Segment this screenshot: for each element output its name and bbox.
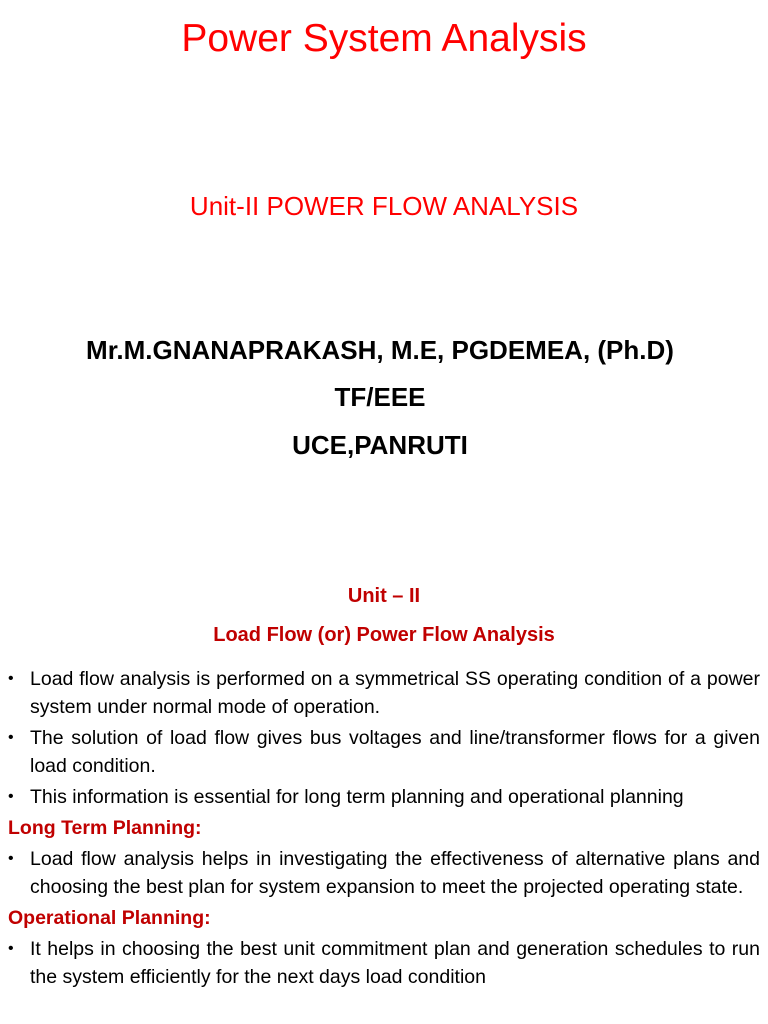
unit-subtitle: Unit-II POWER FLOW ANALYSIS <box>189 191 579 221</box>
author-institution: UCE,PANRUTI <box>292 430 468 460</box>
bullet-text: This information is essential for long term planning and operational planning <box>30 786 684 808</box>
bullet-text: Load flow analysis is performed on a symmetrical SS operating condition of a power system under normal mode of operation. <box>30 668 760 718</box>
bullet-text: It helps in choosing the best unit commitment plan and generation schedules to run the system efficiently for the next days load condition <box>30 938 760 988</box>
operational-heading: Operational Planning: <box>8 907 211 929</box>
bullet-icon: • <box>8 940 14 957</box>
author-name: Mr.M.GNANAPRAKASH, M.E, PGDEMEA, (Ph.D) <box>86 335 674 365</box>
topic-heading: Load Flow (or) Power Flow Analysis <box>213 624 555 646</box>
bullet-text: Load flow analysis helps in investigating the effectiveness of alternative plans and choosing the best plan for system expansion to meet the projected operating state. <box>30 848 760 898</box>
list-item <box>8 935 760 991</box>
list-item <box>8 724 760 780</box>
bullet-icon: • <box>8 670 14 687</box>
bullet-icon: • <box>8 729 14 746</box>
long-term-heading: Long Term Planning: <box>8 817 202 839</box>
bullet-icon: • <box>8 850 14 867</box>
unit-heading: Unit – II <box>347 585 421 607</box>
presentation-title: Power System Analysis <box>181 17 587 60</box>
bullet-text: The solution of load flow gives bus voltages and line/transformer flows for a given load condition. <box>30 727 760 777</box>
content-slide <box>0 560 768 1024</box>
list-item <box>8 783 760 811</box>
list-item <box>8 845 760 901</box>
list-item <box>8 665 760 721</box>
bullet-icon: • <box>8 788 14 805</box>
slide-content <box>8 665 760 994</box>
author-department: TF/EEE <box>334 382 426 412</box>
